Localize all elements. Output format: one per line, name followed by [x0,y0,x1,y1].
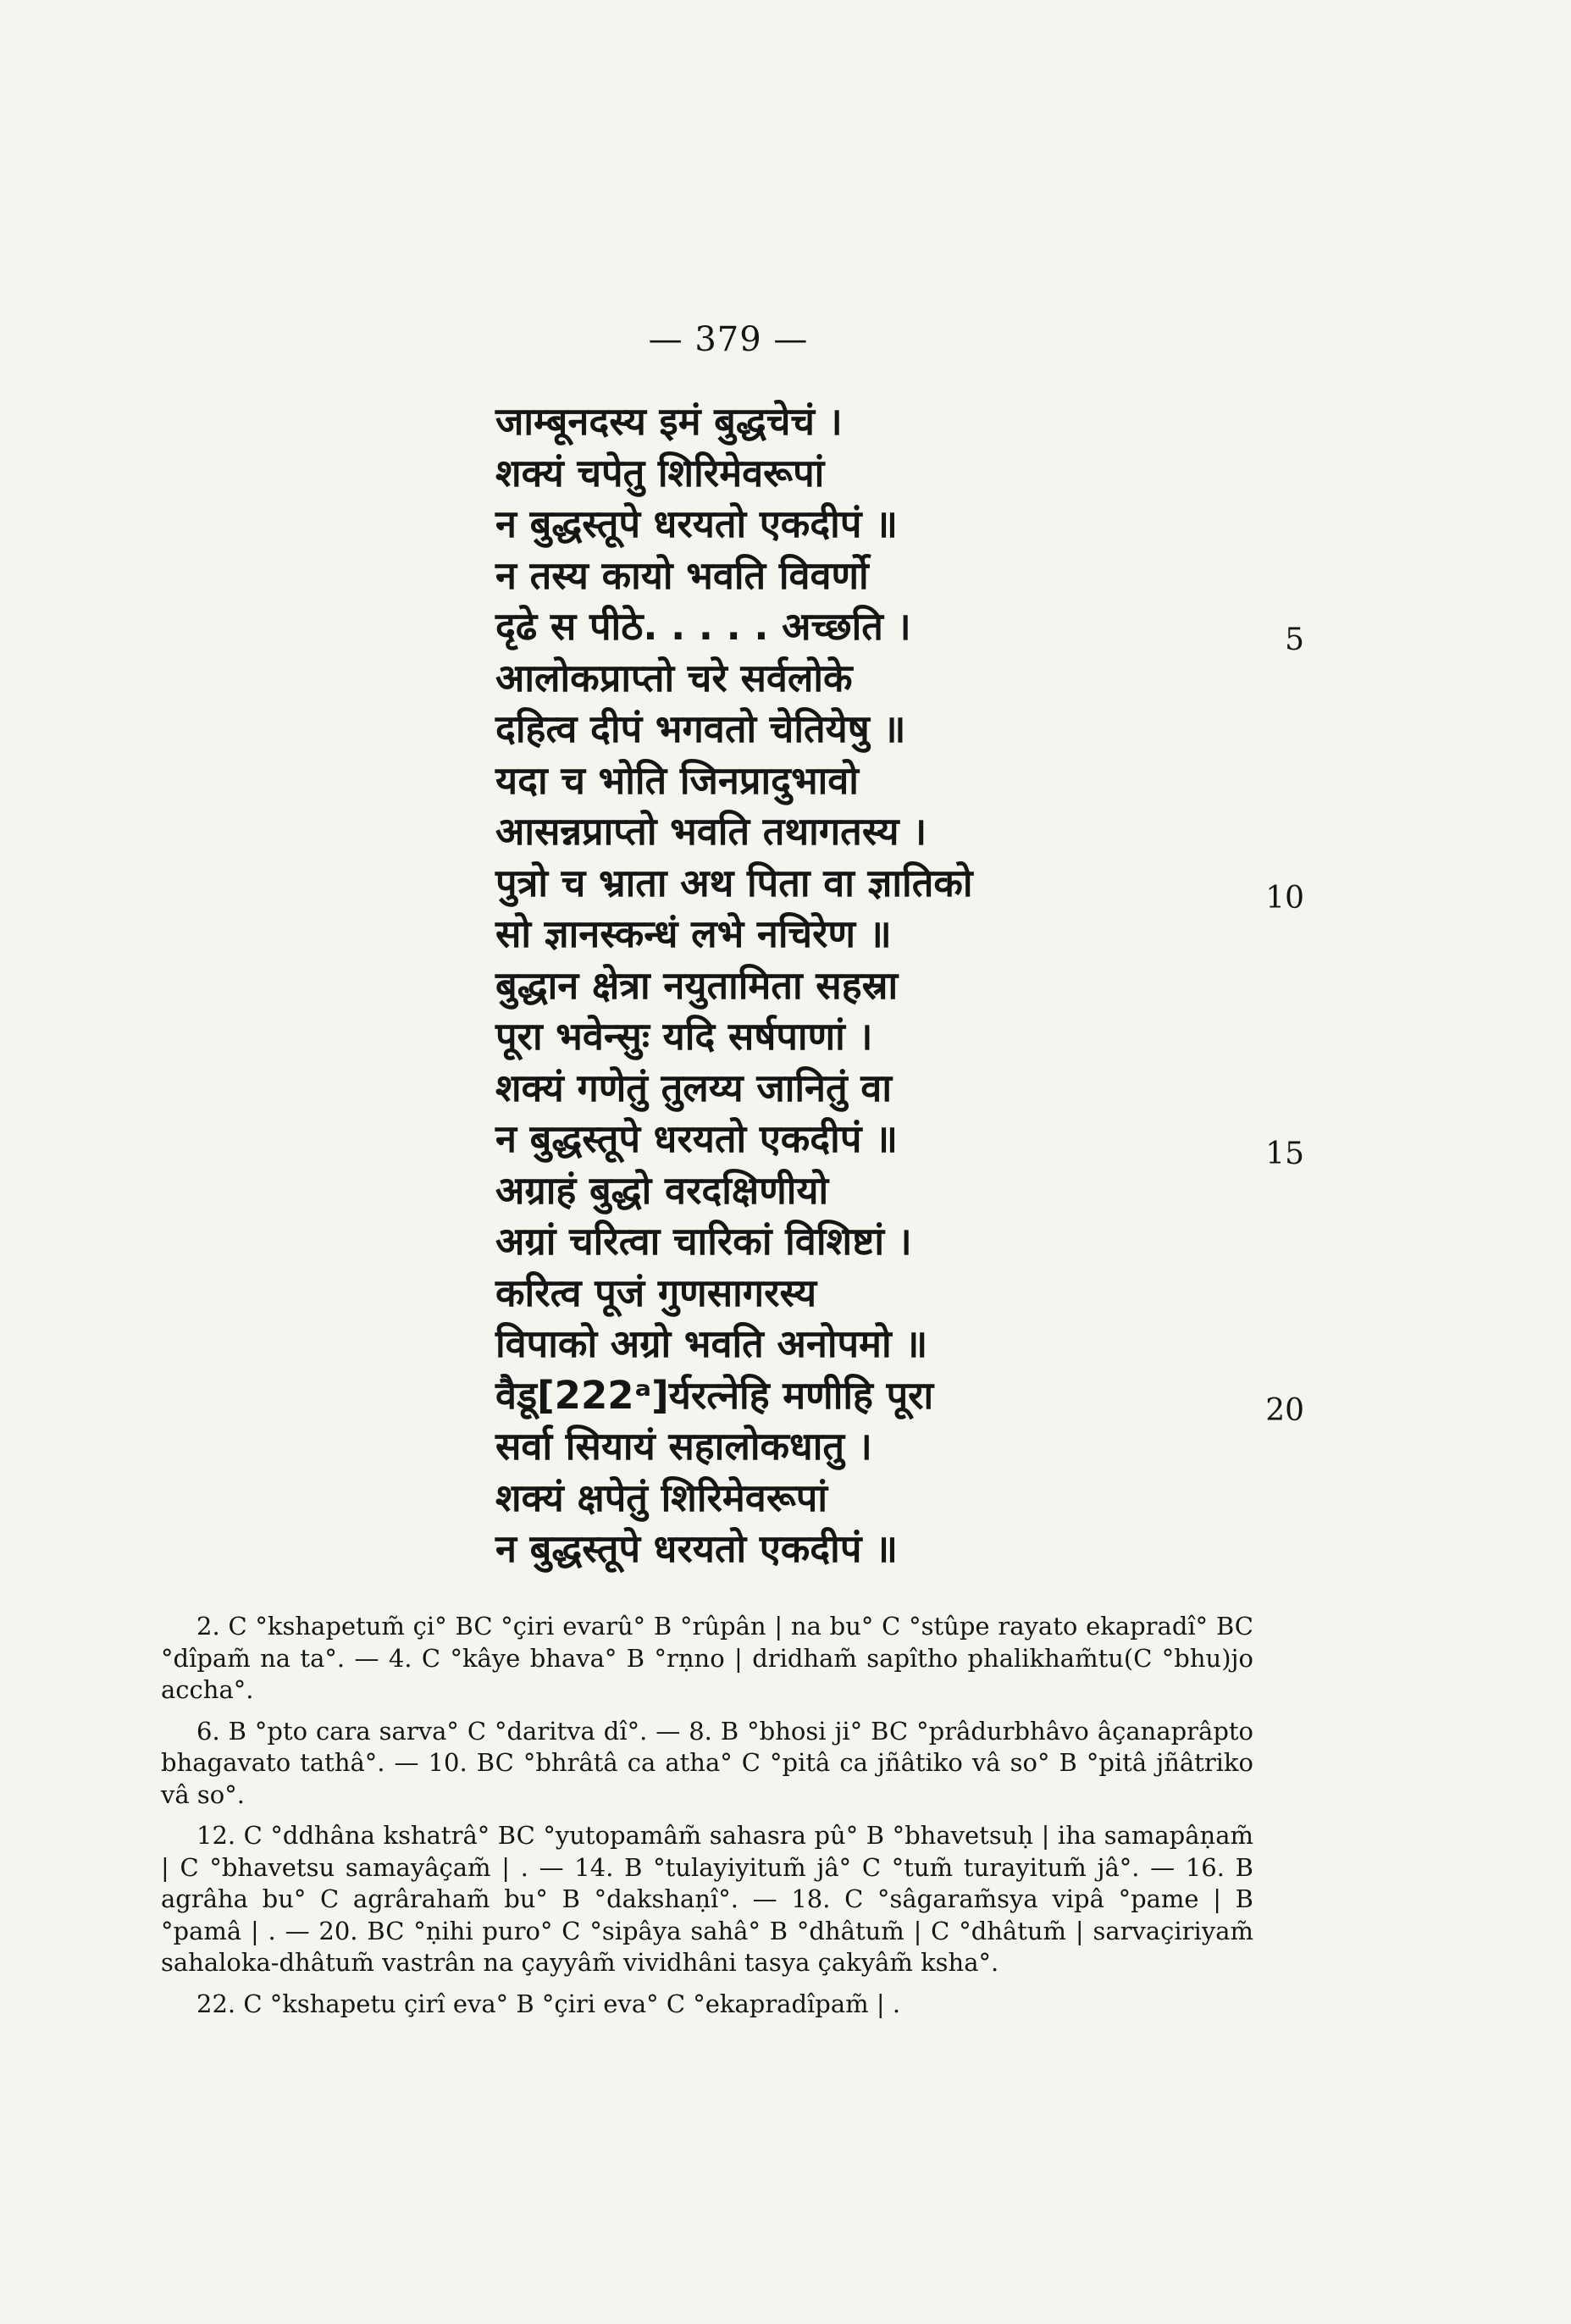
verse-line: जाम्बूनदस्य इमं बुद्धचेचं । [495,399,843,444]
verse-line: दहित्व दीपं भगवतो चेतियेषु ॥ [495,706,906,751]
verse-line: न बुद्धस्तूपे धरयतो एकदीपं ॥ [495,1116,899,1161]
verse-line: सो ज्ञानस्कन्धं लभे नचिरेण ॥ [495,911,892,956]
verse-line: अग्राहं बुद्धो वरदक्षिणीयो [495,1167,829,1213]
page-number: — 379 — [648,320,809,359]
verse-line: दृढे स पीठे. . . . . अच्छति । [495,604,911,649]
verse-line: अग्रां चरित्वा चारिकां विशिष्टां । [495,1219,912,1264]
footnote: 22. C °kshapetu çirî eva° B °çiri eva° C °ekapradîpam̃ | . [196,1989,901,2018]
verse-line: आलोकप्राप्तो चरे सर्वलोके [495,655,853,700]
verse-line: बुद्धान क्षेत्रा नयुतामिता सहस्रा [495,962,899,1008]
footnote: 2. C °kshapetum̃ çi° BC °çiri evarû° B °rûpân | na bu° C °stûpe rayato ekapradî° BC °dîpam̃ na ta°. — 4. C °kâye bhava° B °rṇno | dridham̃ sapîtho phalikham̃tu(C °bhu)jo accha°. [161,1612,1253,1704]
verse-line: शक्यं चपेतु शिरिमेवरूपां [495,450,825,495]
verse-line: वैडू[222ᵃ]र्यरत्नेहि मणीहि पूरा [495,1372,934,1418]
line-number-15: 15 [1265,1137,1304,1171]
verse-line: सर्वा सियायं सहालोकधातु । [495,1424,872,1469]
footnote: 6. B °pto cara sarva° C °daritva dî°. — 8. B °bhosi ji° BC °prâdurbhâvo âçanaprâpto bhagavato tathâ°. — 10. BC °bhrâtâ ca atha° C °pitâ ca jñâtiko vâ so° B °pitâ jñâtriko vâ so°. [161,1716,1253,1809]
line-number-5: 5 [1285,622,1304,657]
verse-line: करित्व पूजं गुणसागरस्य [495,1270,817,1315]
verse-line: शक्यं क्षपेतुं शिरिमेवरूपां [495,1475,828,1520]
verse-line: आसन्नप्राप्तो भवति तथागतस्य । [495,809,927,854]
verse-line: पूरा भवेन्सुः यदि सर्षपाणां । [495,1014,873,1059]
footnotes [161,1611,1253,2029]
verse-line: न बुद्धस्तूपे धरयतो एकदीपं ॥ [495,1526,899,1571]
line-number-20: 20 [1265,1393,1304,1428]
line-number-10: 10 [1265,881,1304,916]
verse-line: न तस्य कायो भवति विवर्णो [495,552,869,598]
verse-line: पुत्रो च भ्राता अथ पिता वा ज्ञातिको [495,860,973,905]
verse-line: विपाको अग्रो भवति अनोपमो ॥ [495,1321,928,1366]
footnote: 12. C °ddhâna kshatrâ° BC °yutopamâm̃ sahasra pû° B °bhavetsuḥ | iha samapâṇam̃ | C °bhavetsu samayâçam̃ | . — 14. B °tulayiyitum̃ jâ° C °tum̃ turayitum̃ jâ°. — 16. B agrâha bu° C agrâraham̃ bu° B °dakshaṇî°. — 18. C °sâgaram̃sya vipâ °pame | B °pamâ | . — 20. BC °ṇihi puro° C °sipâya sahâ° B °dhâtum̃ | C °dhâtum̃ | sarvaçiriyam̃ sahaloka-dhâtum̃ vastrân na çayyâm̃ vividhâni tasya çakyâm̃ ksha°. [161,1821,1253,1977]
verse-line: शक्यं गणेतुं तुलय्य जानितुं वा [495,1065,892,1110]
verse-block [495,396,1342,1575]
verse-line: न बुद्धस्तूपे धरयतो एकदीपं ॥ [495,501,899,546]
verse-line: यदा च भोति जिनप्रादुभावो [495,757,859,803]
